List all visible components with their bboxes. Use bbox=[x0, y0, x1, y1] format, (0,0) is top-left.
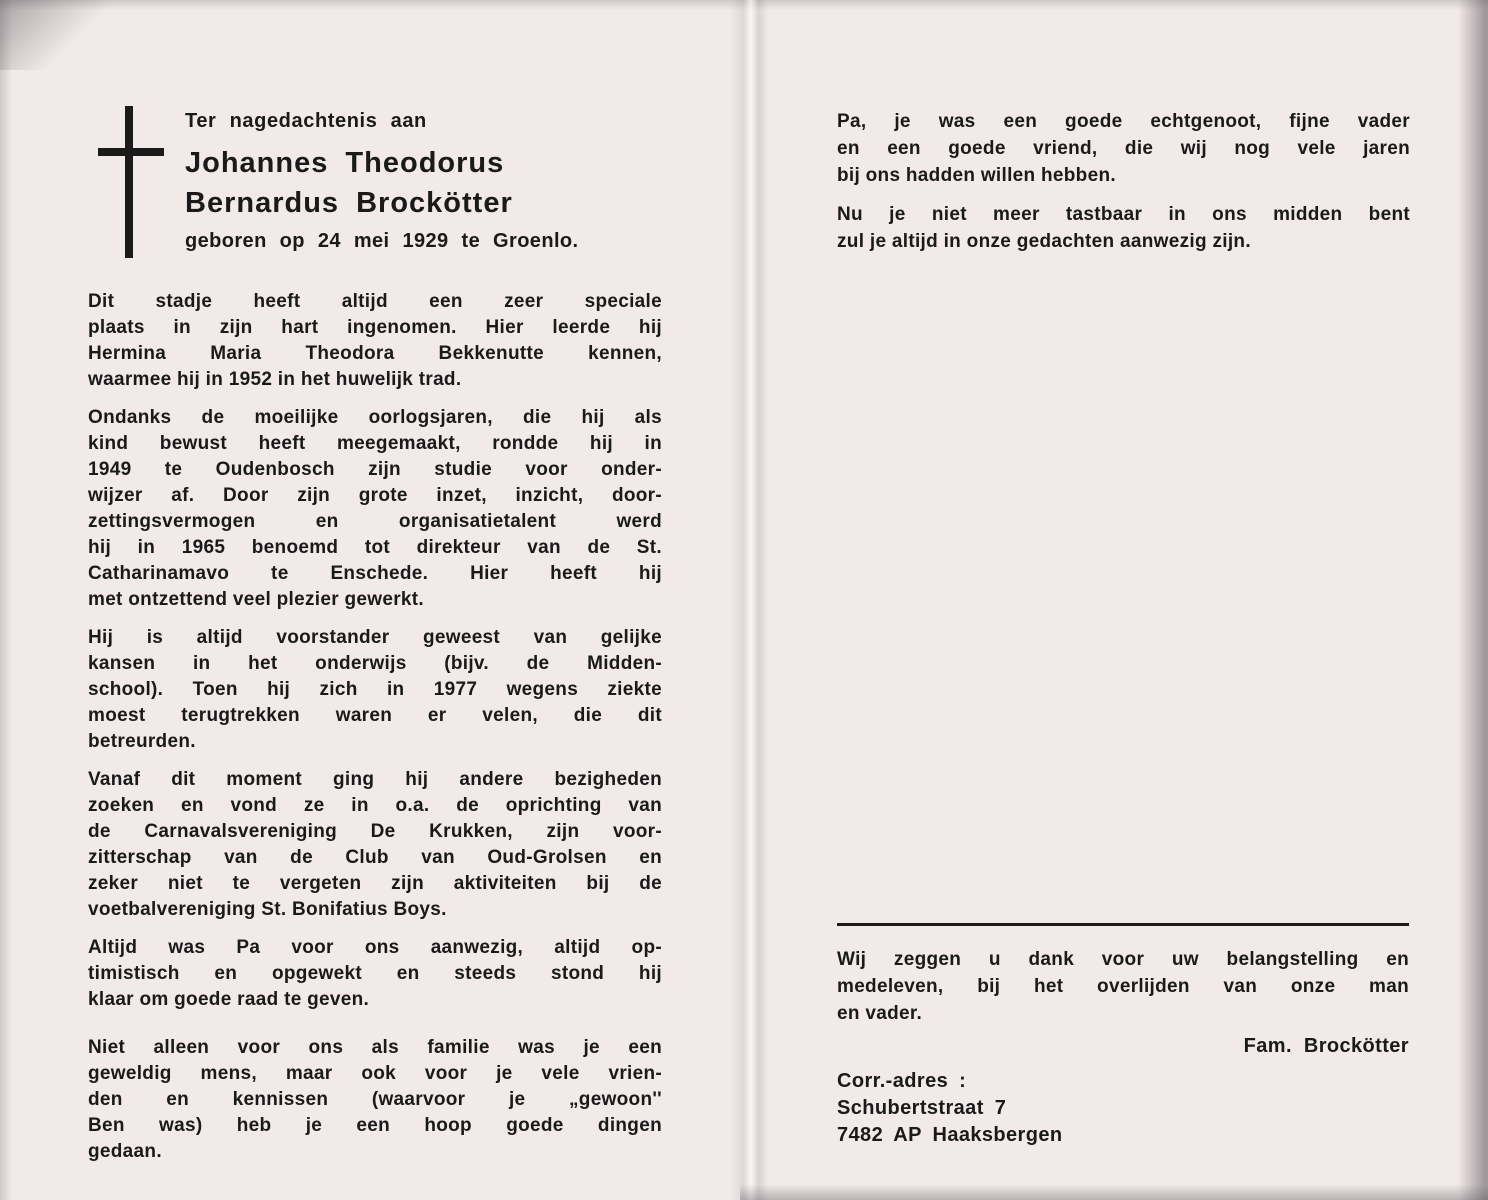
cross-horizontal-bar bbox=[98, 148, 164, 156]
cross-vertical-bar bbox=[125, 106, 133, 258]
biography-paragraph-5: Altijd was Pa voor ons aanwezig, altijd op- timistisch en opgewekt en steeds stond hij klaar om goede raad te geven. bbox=[88, 937, 662, 1010]
scan-corner-shadow-topleft bbox=[0, 0, 110, 70]
right-page bbox=[837, 100, 1410, 267]
biography-paragraph-2: Ondanks de moeilijke oorlogsjaren, die hij als kind bewust heeft meegemaakt, rondde hij in 1949 te Oudenbosch zijn studie voor onder- wijzer af. Door zijn grote inzet, inzicht, door- zettingsvermogen en organisatietalent werd hij in 1965 benoemd tot direkteur van de St. Catharinamavo te Enschede. Hier heeft hij met ontzettend veel plezier gewerkt. bbox=[88, 407, 662, 610]
acknowledgement-block bbox=[837, 946, 1409, 1058]
birth-line: geboren op 24 mei 1929 te Groenlo. bbox=[185, 230, 579, 252]
thanks-paragraph: Wij zeggen u dank voor uw belangstelling en medeleven, bij het overlijden van onze man en vader. bbox=[837, 949, 1409, 1024]
correspondence-address bbox=[837, 1068, 1409, 1149]
center-fold-line bbox=[730, 0, 768, 1200]
scan-edge-shadow-bottom bbox=[740, 1184, 1488, 1200]
memorial-header bbox=[185, 100, 662, 253]
deceased-name bbox=[185, 143, 662, 223]
biography-paragraph-4: Vanaf dit moment ging hij andere bezigheden zoeken en vond ze in o.a. de oprichting van de Carnavalsvereniging De Krukken, zijn voor- zitterschap van de Club van Oud-Grolsen en zeker niet te vergeten zijn aktiviteiten bij de voetbalvereniging St. Bonifatius Boys. bbox=[88, 769, 662, 920]
biography-paragraph-3: Hij is altijd voorstander geweest van gelijke kansen in het onderwijs (bijv. de Midden- school). Toen hij zich in 1977 wegens ziekte moest terugtrekken waren er velen, die dit betreurden. bbox=[88, 627, 662, 752]
farewell-paragraph-2: Nu je niet meer tastbaar in ons midden bent zul je altijd in onze gedachten aanwezig zijn. bbox=[837, 204, 1410, 252]
address-label: Corr.-adres : bbox=[837, 1070, 967, 1092]
scan-edge-shadow-right bbox=[1458, 0, 1488, 1200]
deceased-name-line-2: Bernardus Brockötter bbox=[185, 187, 513, 219]
biography-text bbox=[88, 289, 662, 1165]
biography-paragraph-1: Dit stadje heeft altijd een zeer speciale plaats in zijn hart ingenomen. Hier leerde hij Hermina Maria Theodora Bekkenutte kennen, waarmee hij in 1952 in het huwelijk trad. bbox=[88, 291, 662, 390]
deceased-name-line-1: Johannes Theodorus bbox=[185, 147, 505, 179]
address-city: 7482 AP Haaksbergen bbox=[837, 1124, 1063, 1146]
divider-line bbox=[837, 923, 1409, 926]
biography-paragraph-6: Niet alleen voor ons als familie was je een geweldig mens, maar ook voor je vele vrien- den en kennissen (waarvoor je „gewoon'' Ben was) heb je een hoop goede dingen gedaan. bbox=[88, 1037, 662, 1162]
dedication-text: Ter nagedachtenis aan bbox=[185, 110, 427, 132]
address-street: Schubertstraat 7 bbox=[837, 1097, 1007, 1119]
left-page bbox=[88, 100, 662, 1177]
scan-edge-shadow-top bbox=[0, 0, 1488, 10]
scan-edge-shadow-left bbox=[0, 0, 12, 1200]
farewell-paragraph-1: Pa, je was een goede echtgenoot, fijne vader en een goede vriend, die wij nog vele jaren bij ons hadden willen hebben. bbox=[837, 111, 1410, 186]
family-signature: Fam. Brockötter bbox=[1243, 1035, 1409, 1057]
cross-icon bbox=[96, 106, 176, 264]
